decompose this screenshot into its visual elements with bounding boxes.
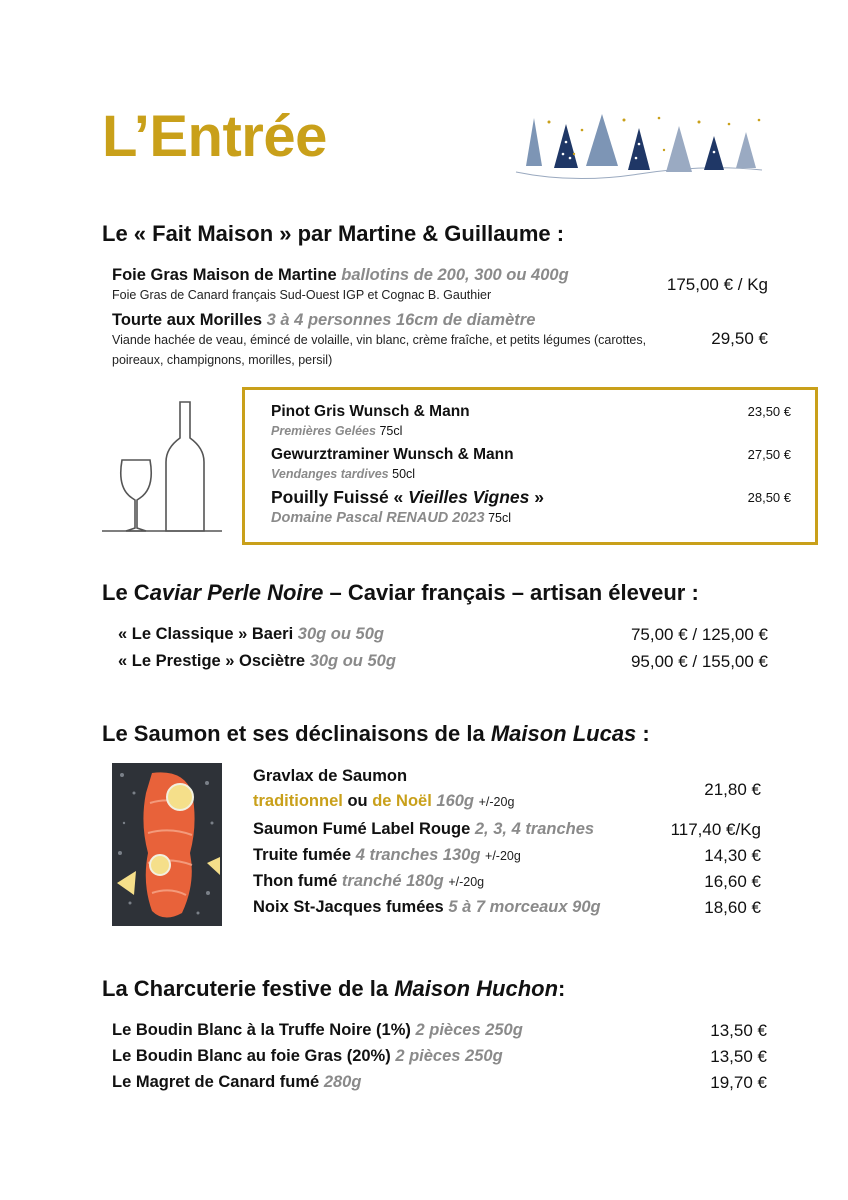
wine-price: 28,50 €: [747, 490, 791, 505]
list-item: [271, 487, 721, 526]
list-item: [112, 1073, 361, 1092]
item-name: Saumon Fumé Label Rouge: [253, 820, 471, 838]
item-name: Foie Gras Maison de Martine: [112, 266, 337, 284]
heading-part: :: [636, 721, 650, 746]
item-detail: 30g ou 50g: [297, 625, 384, 643]
item-name: Thon fumé: [253, 872, 338, 890]
wine-name: Pouilly Fuissé «: [271, 487, 409, 507]
item-name: Truite fumée: [253, 846, 352, 864]
item-detail: 280g: [323, 1073, 362, 1091]
heading-brand: Maison Lucas: [490, 721, 637, 746]
page-title: L’Entrée: [102, 104, 327, 169]
heading-part: Le C: [102, 580, 150, 605]
list-item: [112, 1047, 503, 1066]
item-detail: 30g ou 50g: [309, 652, 396, 670]
item-detail: 3 à 4 personnes 16cm de diamètre: [266, 311, 536, 329]
item-price: 18,60 €: [704, 898, 761, 917]
variant-connector: ou: [347, 792, 368, 810]
item-name: Tourte aux Morilles: [112, 311, 263, 329]
variant-traditionnel: traditionnel: [253, 792, 343, 810]
item-price: 95,00 € / 155,00 €: [630, 652, 768, 671]
list-item: [253, 872, 484, 891]
item-detail: 2 pièces 250g: [415, 1021, 523, 1039]
heading-part: – Caviar français – artisan éleveur :: [323, 580, 699, 605]
list-item: [112, 1021, 523, 1040]
item-price: 13,50 €: [710, 1021, 767, 1040]
heading-part: :: [558, 976, 566, 1001]
charcuterie-heading: [102, 976, 565, 1002]
wine-price: 27,50 €: [747, 447, 791, 462]
item-price: 29,50 €: [711, 329, 768, 348]
heading-part: Le Saumon et ses déclinaisons de la: [102, 721, 491, 746]
list-item: [253, 898, 601, 917]
wine-detail: Domaine Pascal RENAUD 2023: [271, 510, 485, 526]
list-item: [253, 767, 514, 811]
heading-brand: Maison Huchon: [394, 976, 559, 1001]
wine-name-cuvee: Vieilles Vignes: [408, 487, 530, 507]
list-item: [112, 266, 652, 305]
item-price: 19,70 €: [710, 1073, 767, 1092]
item-detail: 4 tranches 130g: [355, 846, 481, 864]
list-item: [118, 652, 396, 671]
item-detail: 160g: [436, 792, 475, 810]
wine-volume: 75cl: [488, 511, 511, 525]
heading-brand: aviar Perle Noire: [149, 580, 324, 605]
item-name: Le Boudin Blanc au foie Gras (20%): [112, 1047, 391, 1065]
item-name: Le Magret de Canard fumé: [112, 1073, 320, 1091]
item-weight: +/-20g: [478, 795, 515, 809]
item-price: 75,00 € / 125,00 €: [630, 625, 768, 644]
list-item: [253, 820, 594, 839]
item-name: « Le Classique » Baeri: [118, 625, 294, 643]
caviar-heading: [102, 580, 699, 606]
heading-part: La Charcuterie festive de la: [102, 976, 395, 1001]
item-description: Foie Gras de Canard français Sud-Ouest IGP et Cognac B. Gauthier: [112, 288, 492, 302]
wine-volume: 75cl: [379, 424, 403, 438]
christmas-trees-icon: [514, 110, 764, 185]
list-item: [253, 846, 521, 865]
list-item: [271, 446, 721, 481]
item-detail: 5 à 7 morceaux 90g: [448, 898, 601, 916]
variant-noel: de Noël: [372, 792, 432, 810]
item-weight: +/-20g: [485, 849, 521, 863]
wine-name-suffix: »: [529, 487, 545, 507]
wine-selection-box: [242, 387, 818, 545]
item-name: « Le Prestige » Osciètre: [118, 652, 306, 670]
wine-detail: Premières Gelées: [271, 424, 376, 438]
wine-name: Pinot Gris Wunsch & Mann: [271, 403, 470, 420]
list-item: [118, 625, 384, 644]
item-price: 14,30 €: [704, 846, 761, 865]
item-detail: 2 pièces 250g: [395, 1047, 503, 1065]
wine-price: 23,50 €: [747, 404, 791, 419]
item-detail: 2, 3, 4 tranches: [474, 820, 595, 838]
list-item: [112, 311, 657, 370]
item-price: 117,40 €/Kg: [670, 820, 761, 839]
item-name: Noix St-Jacques fumées: [253, 898, 444, 916]
smoked-salmon-photo: [112, 763, 222, 926]
saumon-heading: [102, 721, 650, 747]
fait-maison-heading: Le « Fait Maison » par Martine & Guillaume :: [102, 221, 565, 246]
item-description: Viande hachée de veau, émincé de volaille, vin blanc, crème fraîche, et petits légumes (carottes, poireaux, champignons, morilles, persil): [112, 333, 647, 367]
wine-volume: 50cl: [392, 467, 416, 481]
item-price: 16,60 €: [704, 872, 761, 891]
item-detail: tranché 180g: [341, 872, 444, 890]
item-price: 175,00 € / Kg: [666, 275, 768, 294]
item-detail: ballotins de 200, 300 ou 400g: [341, 266, 569, 284]
list-item: [271, 403, 721, 438]
item-name: Gravlax de Saumon: [253, 767, 408, 785]
item-name: Le Boudin Blanc à la Truffe Noire (1%): [112, 1021, 411, 1039]
item-price: 21,80 €: [704, 780, 761, 799]
item-price: 13,50 €: [710, 1047, 767, 1066]
wine-name: Gewurztraminer Wunsch & Mann: [271, 446, 514, 463]
item-weight: +/-20g: [448, 875, 485, 889]
wine-detail: Vendanges tardives: [271, 467, 389, 481]
wine-bottle-glass-icon: [100, 398, 230, 536]
